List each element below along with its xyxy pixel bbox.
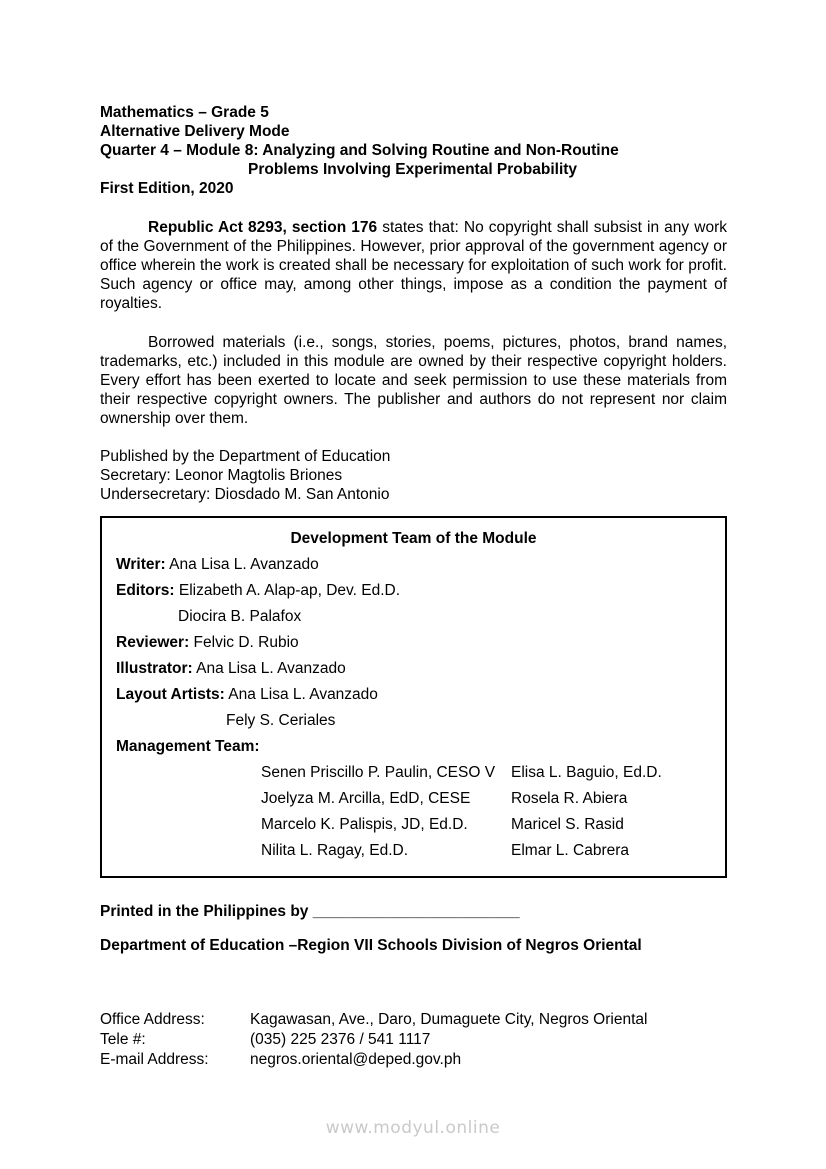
management-name-right: Maricel S. Rasid (511, 816, 624, 833)
management-name-left: Senen Priscillo P. Paulin, CESO V (261, 764, 496, 781)
telephone-value: (035) 225 2376 / 541 1117 (250, 1031, 431, 1048)
illustrator-label: Illustrator: (116, 660, 193, 677)
module-subject-line: Mathematics – Grade 5 (100, 104, 269, 121)
writer-label: Writer: (116, 556, 166, 573)
email-value: negros.oriental@deped.gov.ph (250, 1051, 462, 1068)
management-name-left: Joelyza M. Arcilla, EdD, CESE (261, 790, 471, 807)
reviewer-name: Felvic D. Rubio (193, 634, 299, 651)
publisher-block (100, 447, 727, 504)
published-by-line: Published by the Department of Education (100, 448, 391, 465)
layout-artist-name-1: Ana Lisa L. Avanzado (228, 686, 378, 703)
illustrator-name: Ana Lisa L. Avanzado (196, 660, 346, 677)
development-team-box (100, 516, 727, 878)
website-watermark: www.modyul.online (325, 1118, 501, 1138)
telephone-label: Tele #: (100, 1031, 146, 1048)
management-team-row (116, 734, 711, 760)
module-header (100, 103, 727, 198)
editors-label: Editors: (116, 582, 175, 599)
management-team-label: Management Team: (116, 738, 260, 755)
undersecretary-line: Undersecretary: Diosdado M. San Antonio (100, 486, 390, 503)
layout-artists-label: Layout Artists: (116, 686, 225, 703)
writer-name: Ana Lisa L. Avanzado (169, 556, 319, 573)
reviewer-row (116, 630, 711, 656)
office-address-row (100, 1010, 727, 1030)
management-name-row (116, 838, 711, 864)
editor-name-1: Elizabeth A. Alap-ap, Dev. Ed.D. (178, 582, 401, 599)
editor-name-2: Diocira B. Palafox (178, 608, 302, 625)
management-name-row (116, 786, 711, 812)
telephone-row (100, 1030, 727, 1050)
office-address-label: Office Address: (100, 1011, 205, 1028)
email-row (100, 1050, 727, 1070)
copyright-paragraph-1-text: states that: No copyright shall subsist in any work of the Government of the Philippines. However, prior approval of the government agency or office wherein the work is created shall be necessary for exploitation of such work for profit. Such agency or office may, among other things, impose as a condition the payment of royalties. (100, 219, 727, 312)
module-title-line1: Quarter 4 – Module 8: Analyzing and Solving Routine and Non-Routine (100, 142, 619, 159)
management-name-left: Marcelo K. Palispis, JD, Ed.D. (261, 816, 468, 833)
layout-artists-row-2 (116, 708, 711, 734)
management-name-row (116, 812, 711, 838)
editors-row (116, 578, 711, 604)
copyright-paragraph-1 (100, 218, 727, 313)
development-team-title: Development Team of the Module (290, 530, 537, 547)
office-address-value: Kagawasan, Ave., Daro, Dumaguete City, Negros Oriental (250, 1011, 648, 1028)
management-name-left: Nilita L. Ragay, Ed.D. (261, 842, 409, 859)
secretary-line: Secretary: Leonor Magtolis Briones (100, 467, 343, 484)
editors-row-2 (116, 604, 711, 630)
writer-row (116, 552, 711, 578)
republic-act-bold-text: Republic Act 8293, section 176 (148, 219, 378, 236)
module-title-line2: Problems Involving Experimental Probability (248, 161, 578, 178)
management-name-right: Elisa L. Baguio, Ed.D. (511, 764, 662, 781)
email-label: E-mail Address: (100, 1051, 209, 1068)
printed-in-philippines-line (100, 902, 727, 921)
module-edition-line: First Edition, 2020 (100, 180, 234, 197)
copyright-paragraph-2: Borrowed materials (i.e., songs, stories, poems, pictures, photos, brand names, trademarks, etc.) included in this module are owned by their respective copyright holders. Every effort has been exerted to locate and seek permission to use these materials from their respective copyright owners. The publisher and authors do not represent nor claim ownership over them. (100, 334, 727, 427)
printed-blank-line: ________________________ (312, 903, 520, 920)
division-line: Department of Education –Region VII Schools Division of Negros Oriental (100, 937, 642, 954)
management-name-row (116, 760, 711, 786)
contact-block (100, 1010, 727, 1070)
printed-prefix: Printed in the Philippines by (100, 903, 313, 920)
reviewer-label: Reviewer: (116, 634, 190, 651)
illustrator-row (116, 656, 711, 682)
module-mode-line: Alternative Delivery Mode (100, 123, 290, 140)
management-name-right: Rosela R. Abiera (511, 790, 628, 807)
management-name-right: Elmar L. Cabrera (511, 842, 630, 859)
layout-artists-row (116, 682, 711, 708)
layout-artist-name-2: Fely S. Ceriales (226, 712, 336, 729)
